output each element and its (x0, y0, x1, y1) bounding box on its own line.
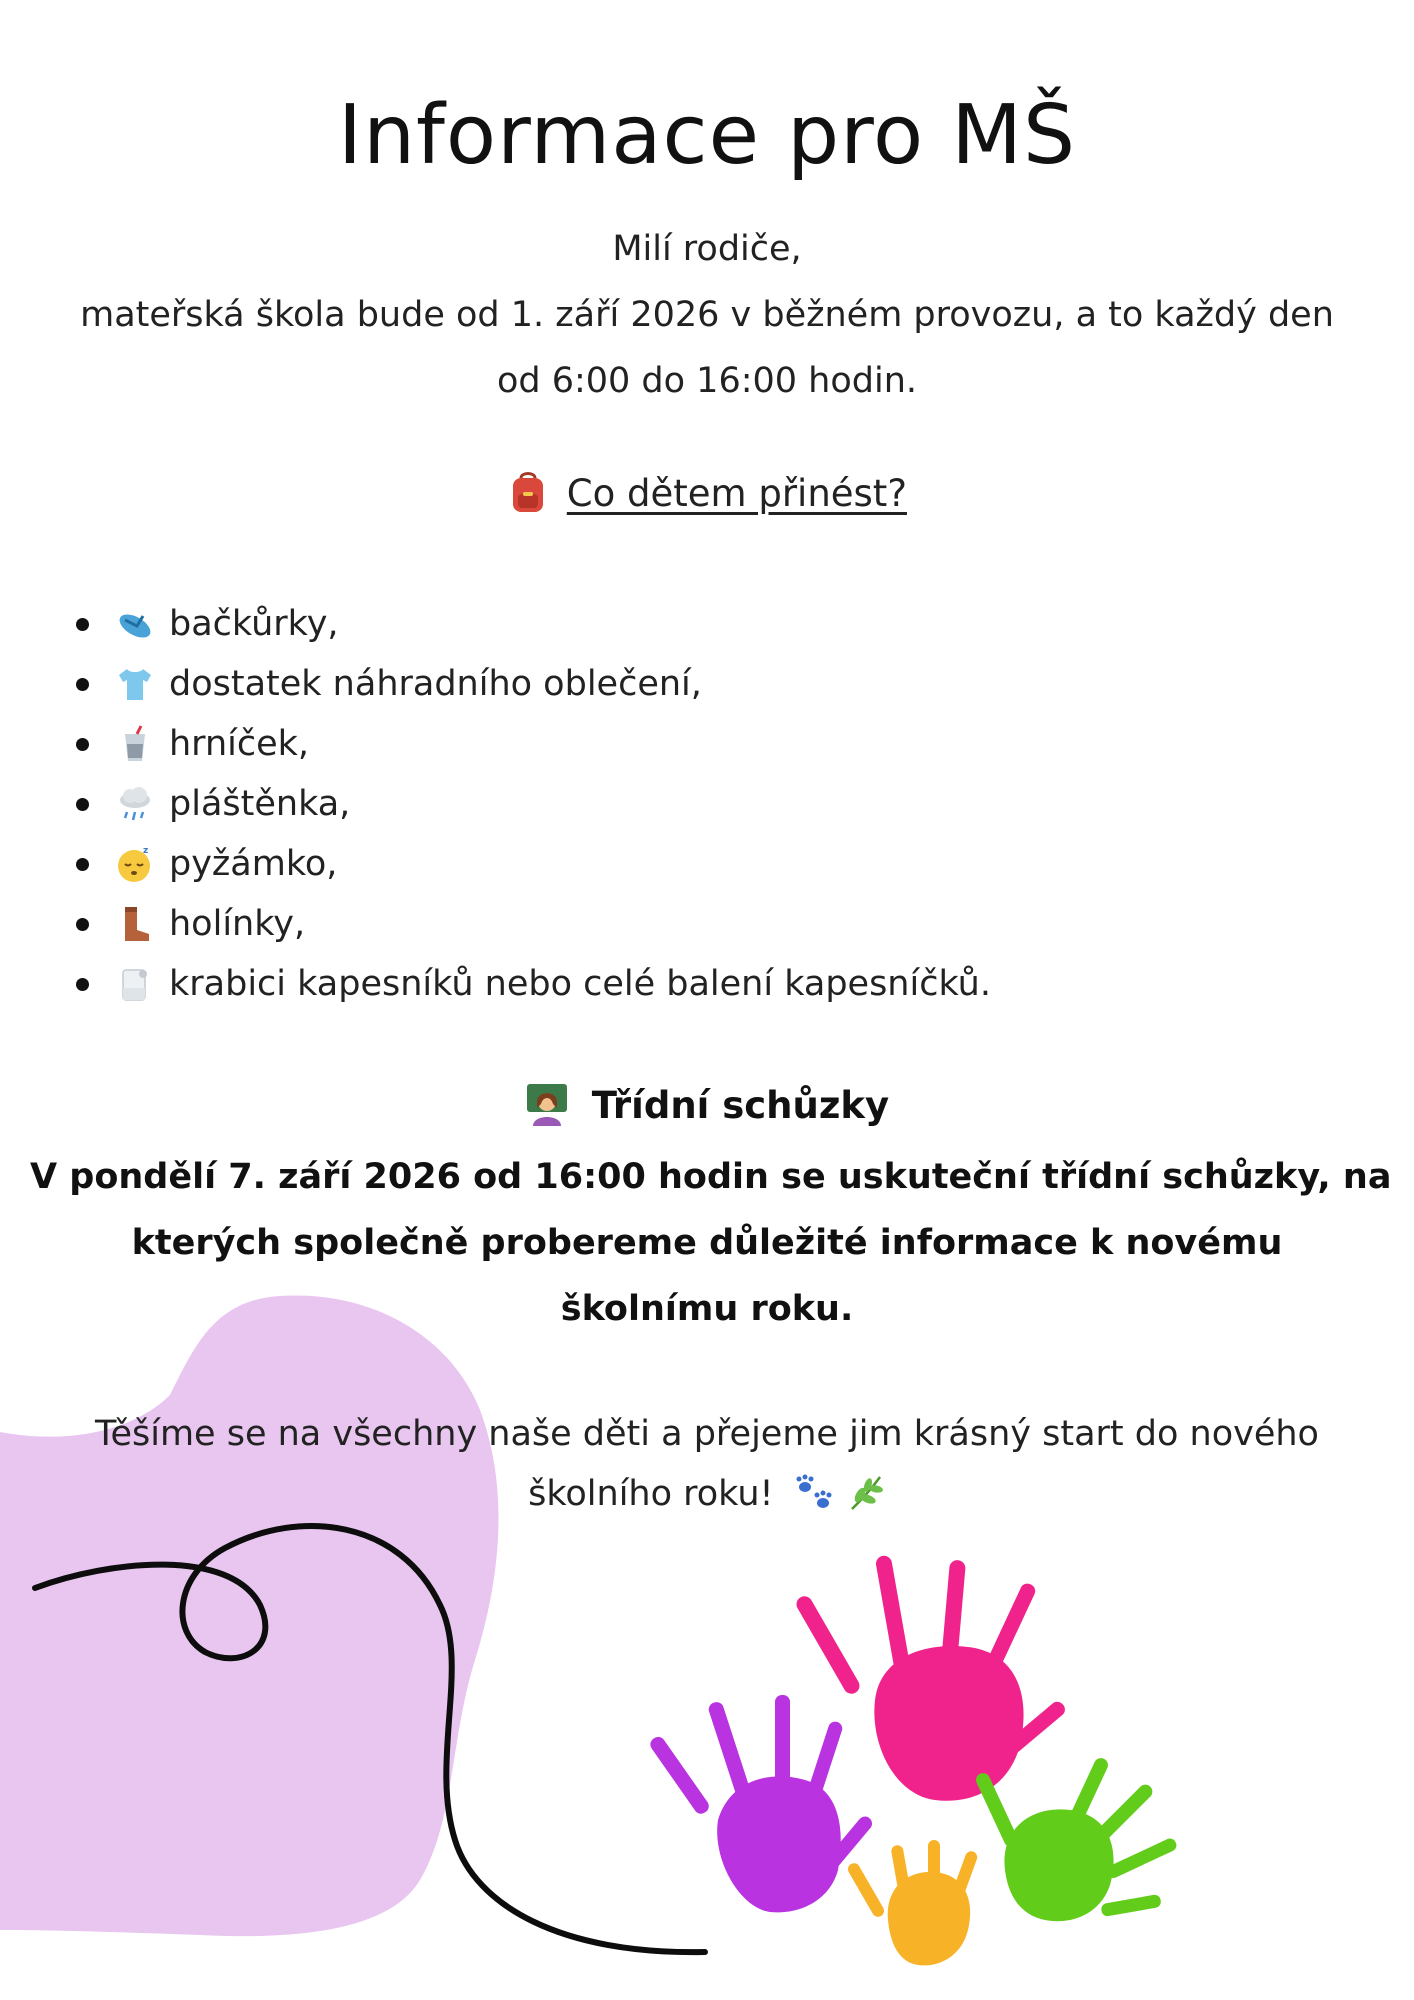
list-item (70, 654, 991, 714)
intro-line-3: od 6:00 do 16:00 hodin. (496, 361, 918, 401)
bullet (76, 978, 89, 991)
lilac-blob (0, 1295, 499, 1936)
list-item-text: dostatek náhradního oblečení, (169, 664, 702, 704)
list-item (70, 954, 991, 1014)
rain-cloud-icon (115, 784, 155, 824)
list-item (70, 774, 991, 834)
bring-list (70, 594, 991, 1014)
bullet (76, 798, 89, 811)
intro-line-2: mateřská škola bude od 1. září 2026 v běžném provozu, a to každý den (80, 295, 1334, 335)
meeting-heading (0, 1082, 1414, 1127)
bullet (76, 738, 89, 751)
cup-icon (115, 724, 155, 764)
bring-heading-text: Co dětem přinést? (566, 472, 907, 515)
meeting-paragraph (30, 1144, 1392, 1342)
list-item-text: hrníček, (169, 724, 310, 764)
orange-handprint (846, 1840, 979, 1965)
meeting-heading-text: Třídní schůzky (591, 1084, 890, 1127)
page-title: Informace pro MŠ (337, 88, 1077, 183)
list-item (70, 894, 991, 954)
meeting-line-1: V pondělí 7. září 2026 od 16:00 hodin se uskuteční třídní schůzky, na (30, 1157, 1392, 1197)
closing-line-2 (40, 1464, 1374, 1524)
teacher-icon (525, 1082, 569, 1126)
boot-icon (115, 904, 155, 944)
list-item (70, 714, 991, 774)
list-item-text: krabici kapesníků nebo celé balení kapesníčků. (169, 964, 991, 1004)
t-shirt-icon (115, 664, 155, 704)
green-handprint (974, 1756, 1179, 1921)
purple-handprint (648, 1695, 875, 1912)
list-item-text: pyžámko, (169, 844, 338, 884)
meeting-line-2: kterých společně probereme důležité informace k novému (131, 1223, 1283, 1263)
bullet (76, 678, 89, 691)
list-item-text: bačkůrky, (169, 604, 339, 644)
pink-handprint (794, 1555, 1068, 1801)
bullet (76, 618, 89, 631)
closing-line-1: Těšíme se na všechny naše děti a přejeme jim krásný start do nového (95, 1414, 1319, 1454)
herb-icon (846, 1473, 886, 1513)
list-item-text: pláštěnka, (169, 784, 351, 824)
bullet (76, 918, 89, 931)
sleeping-face-icon (115, 844, 155, 884)
svg-text:z: z (143, 846, 149, 856)
bring-section-heading (0, 470, 1414, 515)
list-item (70, 594, 991, 654)
backpack-icon (507, 470, 549, 514)
toilet-roll-icon (115, 964, 155, 1004)
intro-paragraph (40, 216, 1374, 414)
flip-flop-icon (115, 604, 155, 644)
greeting: Milí rodiče, (612, 229, 802, 269)
meeting-line-3: školnímu roku. (560, 1289, 854, 1329)
bullet (76, 858, 89, 871)
paw-prints-icon (793, 1473, 835, 1513)
closing-paragraph (40, 1404, 1374, 1524)
list-item-text: holínky, (169, 904, 306, 944)
closing-line-2-text: školního roku! (528, 1474, 774, 1514)
list-item (70, 834, 991, 894)
